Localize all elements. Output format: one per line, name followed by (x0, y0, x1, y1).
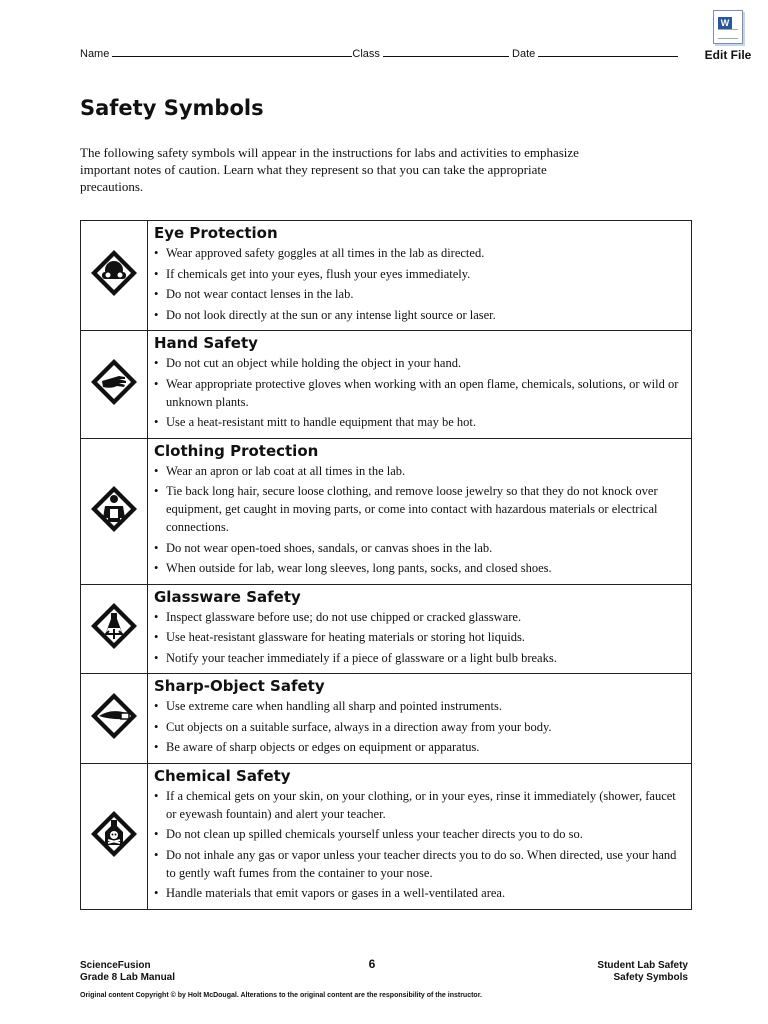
copyright-notice: Original content Copyright © by Holt McDougal. Alterations to the original content are the responsibility of the instructor. (80, 992, 482, 999)
bullet-item: • When outside for lab, wear long sleeves, long pants, socks, and closed shoes. (154, 559, 685, 577)
edit-file-button[interactable] (700, 10, 756, 62)
chemical-safety-icon (89, 809, 139, 859)
section-title: Hand Safety (154, 334, 258, 352)
bullet-item: • Use heat-resistant glassware for heating materials or storing hot liquids. (154, 628, 685, 646)
bullet-item: • Wear appropriate protective gloves when working with an open flame, chemicals, solutions, or wild or unknown plants. (154, 375, 685, 411)
bullet-item: • Tie back long hair, secure loose clothing, and remove loose jewelry so that they do not knock over equipment, get caught in moving parts, or come into contact with hazardous materials or electrical connections. (154, 482, 685, 536)
page-title: Safety Symbols (80, 96, 264, 120)
page-number: 6 (368, 957, 376, 971)
bullet-item: • Use extreme care when handling all sharp and pointed instruments. (154, 697, 685, 715)
hand-safety-icon (89, 357, 139, 407)
bullet-item: • If a chemical gets on your skin, on your clothing, or in your eyes, rinse it immediately (shower, faucet or eyewash fountain) and alert your teacher. (154, 787, 685, 823)
bullet-item: • Do not wear contact lenses in the lab. (154, 285, 685, 303)
section-content (148, 674, 692, 764)
icon-cell (81, 221, 148, 331)
footer-series: ScienceFusion (80, 960, 151, 971)
bullet-list (154, 608, 685, 667)
date-label: Date (512, 48, 536, 60)
icon-cell (81, 331, 148, 439)
sharp-object-icon (89, 691, 139, 741)
icon-cell (81, 584, 148, 674)
eye-protection-icon (89, 248, 139, 298)
bullet-list (154, 354, 685, 431)
bullet-item: • Wear approved safety goggles at all times in the lab as directed. (154, 244, 685, 262)
clothing-protection-icon (89, 484, 139, 534)
section-row-hand-safety (81, 331, 692, 439)
section-row-clothing-protection (81, 438, 692, 584)
footer-topic: Safety Symbols (613, 972, 688, 983)
word-document-icon: W (713, 10, 743, 44)
section-row-eye-protection (81, 221, 692, 331)
bullet-item: • If chemicals get into your eyes, flush your eyes immediately. (154, 265, 685, 283)
section-title: Eye Protection (154, 224, 278, 242)
section-title: Sharp-Object Safety (154, 677, 325, 695)
bullet-item: • Cut objects on a suitable surface, always in a direction away from your body. (154, 718, 685, 736)
class-label: Class (352, 48, 380, 60)
bullet-item: • Inspect glassware before use; do not use chipped or cracked glassware. (154, 608, 685, 626)
section-content (148, 584, 692, 674)
name-field[interactable] (112, 46, 352, 57)
bullet-item: • Wear an apron or lab coat at all times in the lab. (154, 462, 685, 480)
icon-cell (81, 438, 148, 584)
edit-file-label: Edit File (704, 48, 752, 62)
section-title: Chemical Safety (154, 766, 291, 785)
bullet-item: • Notify your teacher immediately if a piece of glassware or a light bulb breaks. (154, 649, 685, 667)
bullet-item: • Do not wear open-toed shoes, sandals, or canvas shoes in the lab. (154, 539, 685, 557)
bullet-item: • Do not clean up spilled chemicals yourself unless your teacher directs you to do so. (154, 825, 685, 843)
name-label: Name (80, 48, 110, 60)
bullet-item: • Do not look directly at the sun or any intense light source or laser. (154, 306, 685, 324)
header-fields (80, 46, 678, 60)
section-title: Clothing Protection (154, 441, 319, 460)
footer-unit: Student Lab Safety (597, 960, 688, 971)
footer-section-info (440, 960, 688, 984)
icon-cell (81, 763, 148, 909)
section-content (148, 763, 692, 909)
section-row-chemical-safety (81, 763, 692, 909)
section-row-glassware-safety (81, 584, 692, 674)
bullet-list (154, 244, 685, 324)
bullet-item: • Be aware of sharp objects or edges on equipment or apparatus. (154, 738, 685, 756)
class-field[interactable] (383, 46, 509, 57)
bullet-item: • Handle materials that emit vapors or gases in a well-ventilated area. (154, 884, 685, 902)
safety-symbols-table (80, 220, 692, 910)
glassware-safety-icon (89, 601, 139, 651)
date-field[interactable] (538, 46, 678, 57)
footer-book: Grade 8 Lab Manual (80, 972, 176, 983)
bullet-item: • Use a heat-resistant mitt to handle equipment that may be hot. (154, 413, 685, 431)
bullet-list (154, 697, 685, 756)
bullet-item: • Do not cut an object while holding the object in your hand. (154, 354, 685, 372)
bullet-list (154, 787, 685, 903)
section-content (148, 221, 692, 331)
section-row-sharp-object-safety (81, 674, 692, 764)
section-content (148, 438, 692, 584)
section-content (148, 331, 692, 439)
icon-cell (81, 674, 148, 764)
bullet-item: • Do not inhale any gas or vapor unless your teacher directs you to do so. When directed, use your hand to gently waft fumes from the container to your nose. (154, 846, 685, 882)
intro-paragraph: The following safety symbols will appear in the instructions for labs and activities to emphasize important notes of caution. Learn what they represent so that you can take the appropriate precautions. (80, 145, 579, 194)
section-title: Glassware Safety (154, 587, 301, 606)
bullet-list (154, 462, 685, 578)
